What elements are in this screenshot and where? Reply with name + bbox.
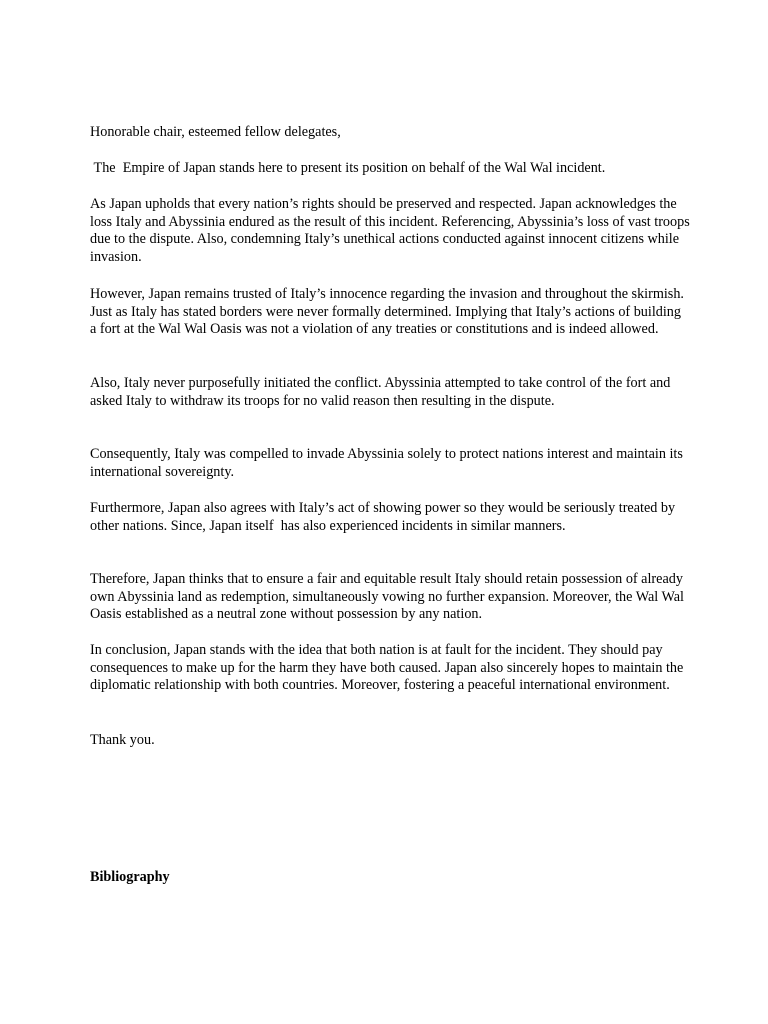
paragraph-intro: The Empire of Japan stands here to present its position on behalf of the Wal Wal incident. — [90, 160, 606, 176]
paragraph-therefore: Therefore, Japan thinks that to ensure a fair and equitable result Italy should retain possession of already own Abyssinia land as redemption, simultaneously vowing no further expansion. Moreover, the Wal Wal Oasis established as a neutral zone without possession by any nation. — [90, 571, 688, 623]
closing: Thank you. — [90, 732, 155, 748]
paragraph-conclusion: In conclusion, Japan stands with the idea that both nation is at fault for the incident. They should pay consequences to make up for the harm they have both caused. Japan also sincerely hopes to maintain the diplomatic relationship with both countries. Moreover, fostering a peaceful international environment. — [90, 642, 687, 694]
paragraph-rights: As Japan upholds that every nation’s rights should be preserved and respected. Japan acknowledges the loss Italy and Abyssinia endured as the result of this incident. Referencing, Abyssinia’s loss of vast troops due to the dispute. Also, condemning Italy’s unethical actions conducted against innocent citizens while invasion. — [90, 196, 694, 266]
salutation: Honorable chair, esteemed fellow delegates, — [90, 124, 341, 140]
paragraph-consequently: Consequently, Italy was compelled to invade Abyssinia solely to protect nations interest and maintain its international sovereignty. — [90, 446, 687, 480]
paragraph-furthermore: Furthermore, Japan also agrees with Italy’s act of showing power so they would be seriously treated by other nations. Since, Japan itself has also experienced incidents in similar manners. — [90, 500, 679, 534]
paragraph-conflict: Also, Italy never purposefully initiated the conflict. Abyssinia attempted to take control of the fort and asked Italy to withdraw its troops for no valid reason then resulting in the dispute. — [90, 375, 674, 409]
paragraph-innocence: However, Japan remains trusted of Italy’s innocence regarding the invasion and throughout the skirmish. Just as Italy has stated borders were never formally determined. Implying that Italy’s actions of building a fort at the Wal Wal Oasis was not a violation of any treaties or constitutions and is indeed allowed. — [90, 286, 688, 338]
bibliography-heading: Bibliography — [90, 869, 170, 885]
